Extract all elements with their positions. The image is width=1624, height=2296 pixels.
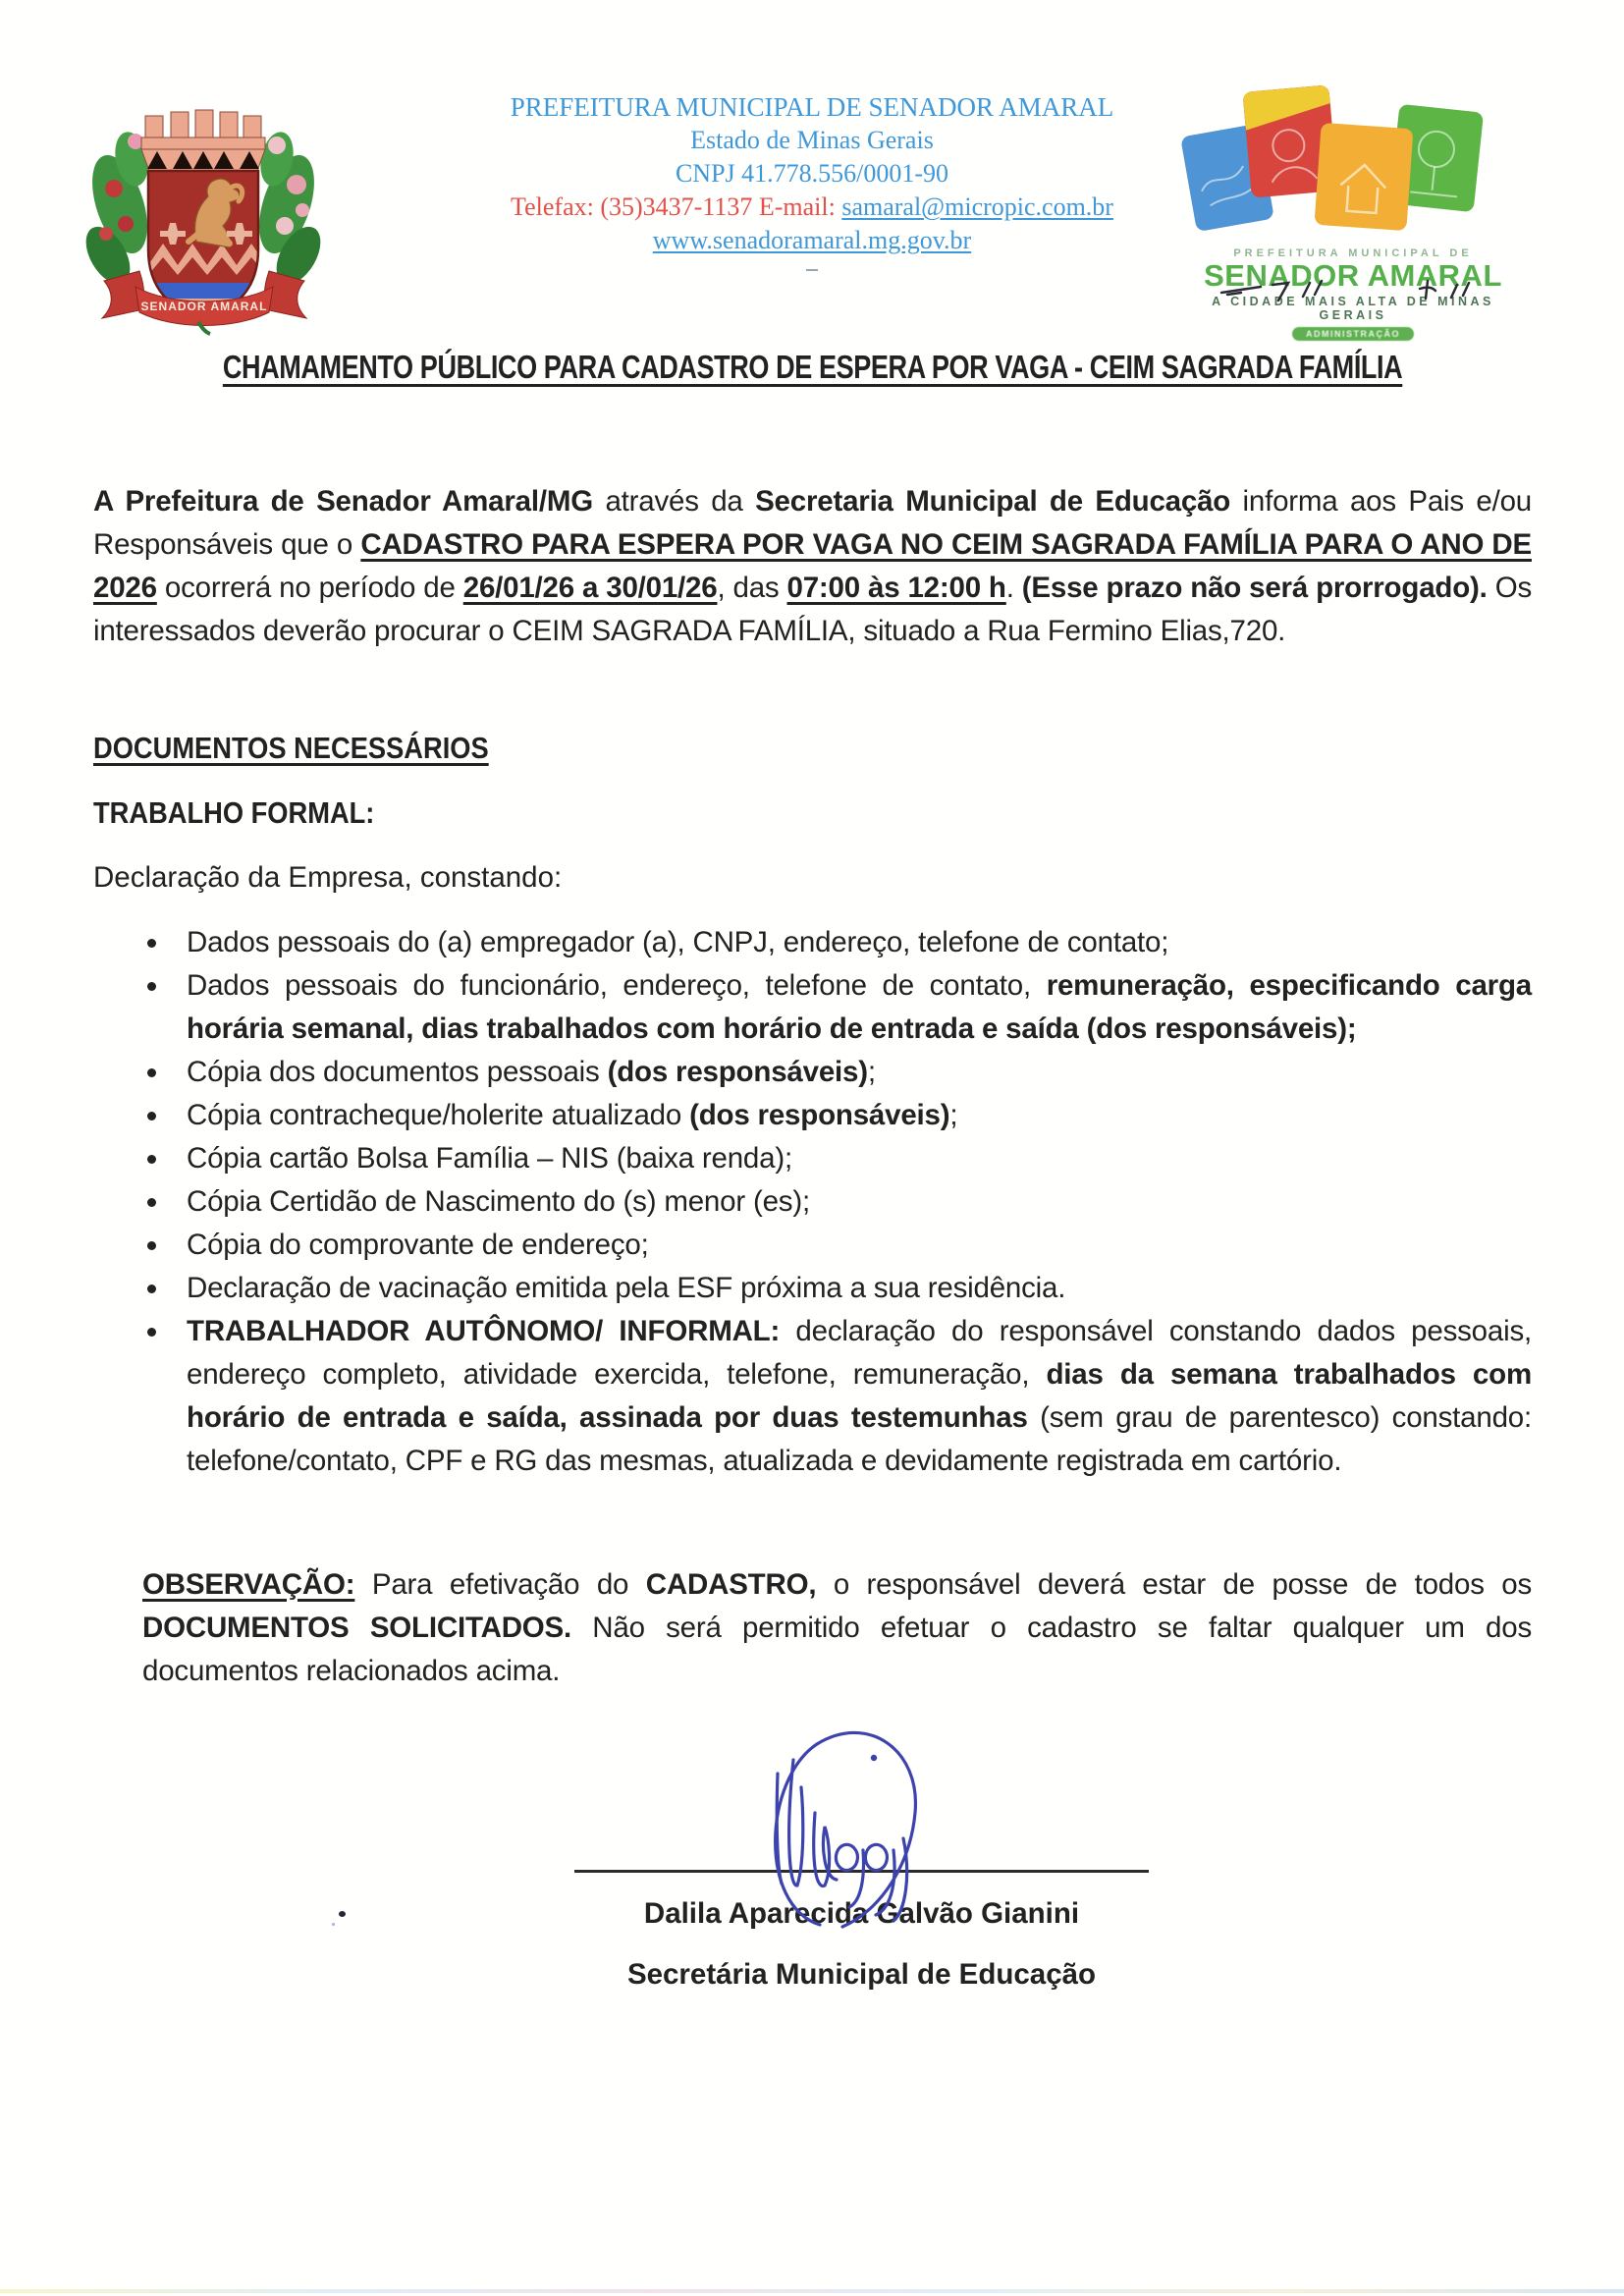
- list-item: Declaração de vacinação emitida pela ESF próxima a sua residência.: [93, 1267, 1532, 1310]
- intro-seg: 26/01/26 a 30/01/26: [462, 572, 718, 604]
- intro-seg: ocorrerá no período de: [156, 572, 463, 604]
- intro-seg: Secretaria Municipal de Educação: [755, 485, 1231, 518]
- signatory-role: Secretária Municipal de Educação: [626, 1958, 1097, 1991]
- list-item: Cópia do comprovante de endereço;: [93, 1224, 1532, 1267]
- municipal-coat-of-arms-icon: [75, 86, 334, 338]
- handwritten-signature: [727, 1722, 933, 1931]
- signatory-name: Dalila Aparecida Galvão Gianini: [643, 1897, 1080, 1930]
- logo-subtitle: A CIDADE MAIS ALTA DE MINAS GERAIS: [1212, 295, 1494, 322]
- email-link[interactable]: samaral@micropic.com.br: [841, 192, 1113, 221]
- org-state: Estado de Minas Gerais: [690, 126, 934, 154]
- list-item: Cópia cartão Bolsa Família – NIS (baixa renda);: [93, 1137, 1532, 1180]
- list-item: Cópia Certidão de Nascimento do (s) menor (es);: [93, 1180, 1532, 1224]
- list-item: Cópia contracheque/holerite atualizado (dos responsáveis);: [93, 1094, 1532, 1137]
- list-item-autonomous-worker: TRABALHADOR AUTÔNOMO/ INFORMAL: declaração do responsável constando dados pessoais, endereço completo, atividade exercida, telefone, remuneração, dias da semana trabalhados com horário de entrada e saída, assinada por duas testemunhas (sem grau de parentesco) constando: telefone/contato, CPF e RG das mesmas, atualizada e devidamente registrada em cartório.: [93, 1310, 1532, 1483]
- section-heading-documents: DOCUMENTOS NECESSÁRIOS: [93, 731, 489, 765]
- intro-seg: Os interessados deverão procurar o CEIM SAGRADA FAMÍLIA, situado a Rua Fermino Elias,720.: [93, 572, 1533, 647]
- list-item: Dados pessoais do funcionário, endereço, telefone de contato, remuneração, especificando carga horária semanal, dias trabalhados com horário de entrada e saída (dos responsáveis);: [93, 964, 1532, 1051]
- list-item: Dados pessoais do (a) empregador (a), CNPJ, endereço, telefone de contato;: [93, 921, 1532, 964]
- letterhead: [0, 0, 1624, 339]
- required-documents-list: [93, 921, 1532, 1483]
- company-declaration-label: Declaração da Empresa, constando:: [93, 861, 563, 894]
- letterhead-text: [429, 90, 1195, 271]
- org-website-line: [429, 224, 1195, 257]
- scan-dash: [806, 269, 818, 271]
- website-link[interactable]: www.senadoramaral.mg.gov.br: [652, 226, 972, 254]
- intro-seg: 07:00 às 12:00 h: [786, 572, 1006, 604]
- logo-administration-badge: ADMINISTRAÇÃO: [1292, 327, 1414, 341]
- intro-seg: .: [1005, 572, 1022, 604]
- intro-seg: A Prefeitura de Senador Amaral/MG: [93, 485, 593, 518]
- observation-label: OBSERVAÇÃO:: [142, 1568, 355, 1601]
- crest-banner-text: SENADOR AMARAL: [140, 300, 268, 313]
- logo-tile-orange: [1314, 123, 1413, 231]
- intro-seg: CADASTRO PARA ESPERA POR VAGA NO CEIM SAGRADA FAMÍLIA PARA O ANO DE 2026: [93, 528, 1532, 604]
- intro-paragraph: [93, 480, 1532, 653]
- document-title: CHAMAMENTO PÚBLICO PARA CADASTRO DE ESPERA POR VAGA - CEIM SAGRADA FAMÍLIA: [222, 349, 1403, 385]
- logo-title: SENADOR AMARAL: [1204, 258, 1502, 293]
- scan-speck: [332, 1923, 335, 1926]
- logo-tiles: [1186, 73, 1520, 240]
- document-title-row: [93, 349, 1532, 386]
- intro-seg: , das: [717, 572, 787, 604]
- org-name: PREFEITURA MUNICIPAL DE SENADOR AMARAL: [510, 92, 1114, 122]
- org-cnpj: CNPJ 41.778.556/0001-90: [675, 159, 949, 188]
- org-contact-line: [429, 191, 1195, 224]
- observation-paragraph: OBSERVAÇÃO: Para efetivação do CADASTRO, o responsável deverá estar de posse de todos os DOCUMENTOS SOLICITADOS. Não será permitido efetuar o cadastro se faltar qualquer um dos documentos relacionados acima.: [142, 1568, 1533, 1687]
- scan-speck: [339, 1911, 346, 1917]
- telefax-label: Telefax: (35)3437-1137 E-mail:: [511, 192, 842, 221]
- document-body: [0, 349, 1624, 1996]
- intro-seg: (Esse prazo não será prorrogado).: [1021, 572, 1488, 604]
- intro-seg: informa aos Pais e/ou Responsáveis que o: [93, 485, 1532, 561]
- section-heading-formal-work: TRABALHO FORMAL:: [93, 795, 375, 830]
- list-item: Cópia dos documentos pessoais (dos responsáveis);: [93, 1051, 1532, 1094]
- handwritten-marks: [1178, 263, 1522, 322]
- logo-pretitle: PREFEITURA MUNICIPAL DE: [1233, 247, 1473, 259]
- signature-block: [574, 1870, 1149, 1996]
- scan-edge-artifact: [0, 2289, 1624, 2293]
- intro-seg: através da: [593, 485, 756, 518]
